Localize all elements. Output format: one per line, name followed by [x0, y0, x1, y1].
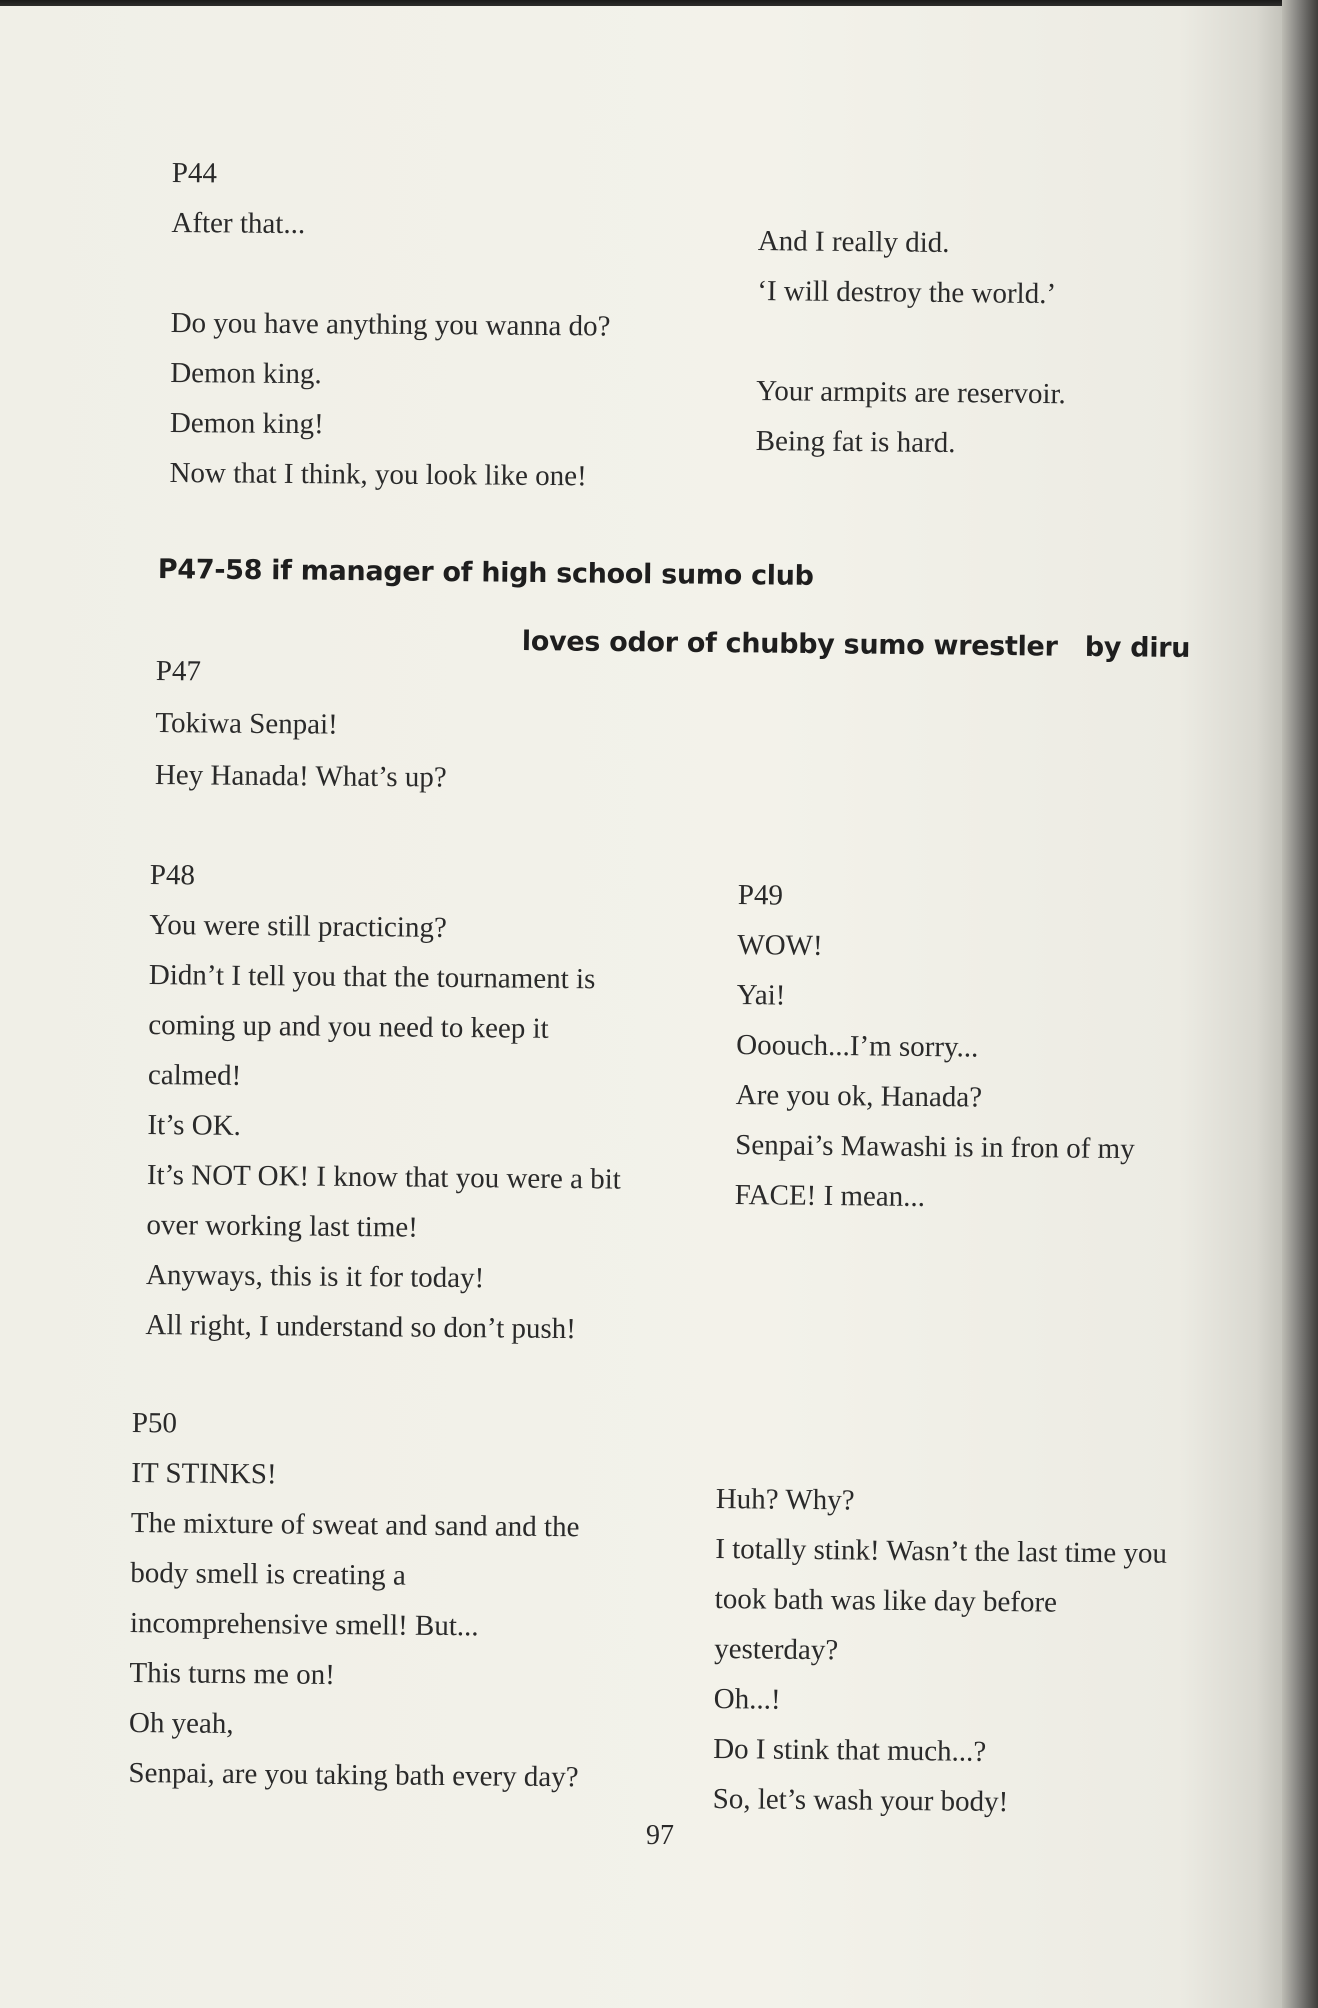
dialogue-line: Senpai’s Mawashi is in fron of my	[735, 1128, 1135, 1166]
story-title-line-2: loves odor of chubby sumo wrestler by diru	[521, 626, 1191, 664]
dialogue-line: Now that I think, you look like one!	[169, 456, 587, 493]
dialogue-line: yesterday?	[714, 1632, 839, 1667]
dialogue-line: incomprehensive smell! But...	[129, 1606, 479, 1643]
dialogue-line: It’s NOT OK! I know that you were a bit	[146, 1158, 621, 1196]
dialogue-line: Demon king!	[169, 406, 324, 441]
p50-section	[128, 1406, 652, 1794]
dialogue-line: Senpai, are you taking bath every day?	[128, 1756, 579, 1794]
p50-right-column	[712, 1482, 1241, 1819]
section-label: P49	[737, 878, 784, 912]
dialogue-line: Demon king.	[170, 356, 322, 391]
dialogue-line: Do I stink that much...?	[713, 1732, 987, 1768]
dialogue-line: You were still practicing?	[149, 908, 447, 944]
dialogue-line: Oh yeah,	[128, 1706, 234, 1740]
page-number: 97	[646, 1820, 674, 1851]
dialogue-line: And I really did.	[757, 224, 950, 260]
dialogue-line: Anyways, this is it for today!	[145, 1258, 485, 1295]
dialogue-line: WOW!	[737, 928, 823, 962]
section-label: P44	[171, 156, 218, 190]
dialogue-line: calmed!	[147, 1058, 242, 1092]
dialogue-line: Hey Hanada! What’s up?	[154, 758, 447, 794]
book-page	[0, 6, 1282, 2008]
dialogue-line: I totally stink! Wasn’t the last time you	[715, 1532, 1168, 1570]
dialogue-line: ‘I will destroy the world.’	[757, 274, 1057, 311]
dialogue-line: Are you ok, Hanada?	[735, 1078, 983, 1114]
dialogue-line: Huh? Why?	[715, 1483, 855, 1517]
dialogue-line: Tokiwa Senpai!	[155, 706, 338, 741]
dialogue-line: The mixture of sweat and sand and the	[130, 1506, 580, 1544]
dialogue-line: Yai!	[736, 978, 786, 1012]
story-title-line-1: P47-58 if manager of high school sumo club	[157, 554, 814, 592]
dialogue-line: took bath was like day before	[714, 1582, 1058, 1619]
dialogue-line: FACE! I mean...	[734, 1178, 926, 1213]
dialogue-line: Being fat is hard.	[755, 424, 956, 460]
dialogue-line: All right, I understand so don’t push!	[145, 1308, 577, 1346]
p49-section	[734, 878, 1258, 1213]
dialogue-line: Didn’t I tell you that the tournament is	[148, 958, 596, 996]
dialogue-line: After that...	[171, 206, 306, 241]
dialogue-line: Ooouch...I’m sorry...	[736, 1028, 979, 1064]
dialogue-line: This turns me on!	[129, 1656, 335, 1691]
p48-section	[145, 858, 670, 1346]
dialogue-line: over working last time!	[146, 1208, 419, 1244]
dialogue-line: body smell is creating a	[130, 1556, 406, 1592]
section-label: P48	[149, 858, 196, 892]
dialogue-line: So, let’s wash your body!	[712, 1782, 1009, 1819]
dialogue-line: Oh...!	[713, 1682, 781, 1716]
dialogue-line: Your armpits are reservoir.	[756, 374, 1066, 411]
section-label: P50	[131, 1407, 178, 1440]
dialogue-line: It’s OK.	[147, 1108, 242, 1142]
dialogue-line: Do you have anything you wanna do?	[170, 306, 611, 343]
page-edge-shadow	[1282, 0, 1318, 2008]
dialogue-line: IT STINKS!	[131, 1456, 277, 1491]
dialogue-line: coming up and you need to keep it	[148, 1008, 549, 1045]
section-label: P47	[155, 654, 202, 688]
